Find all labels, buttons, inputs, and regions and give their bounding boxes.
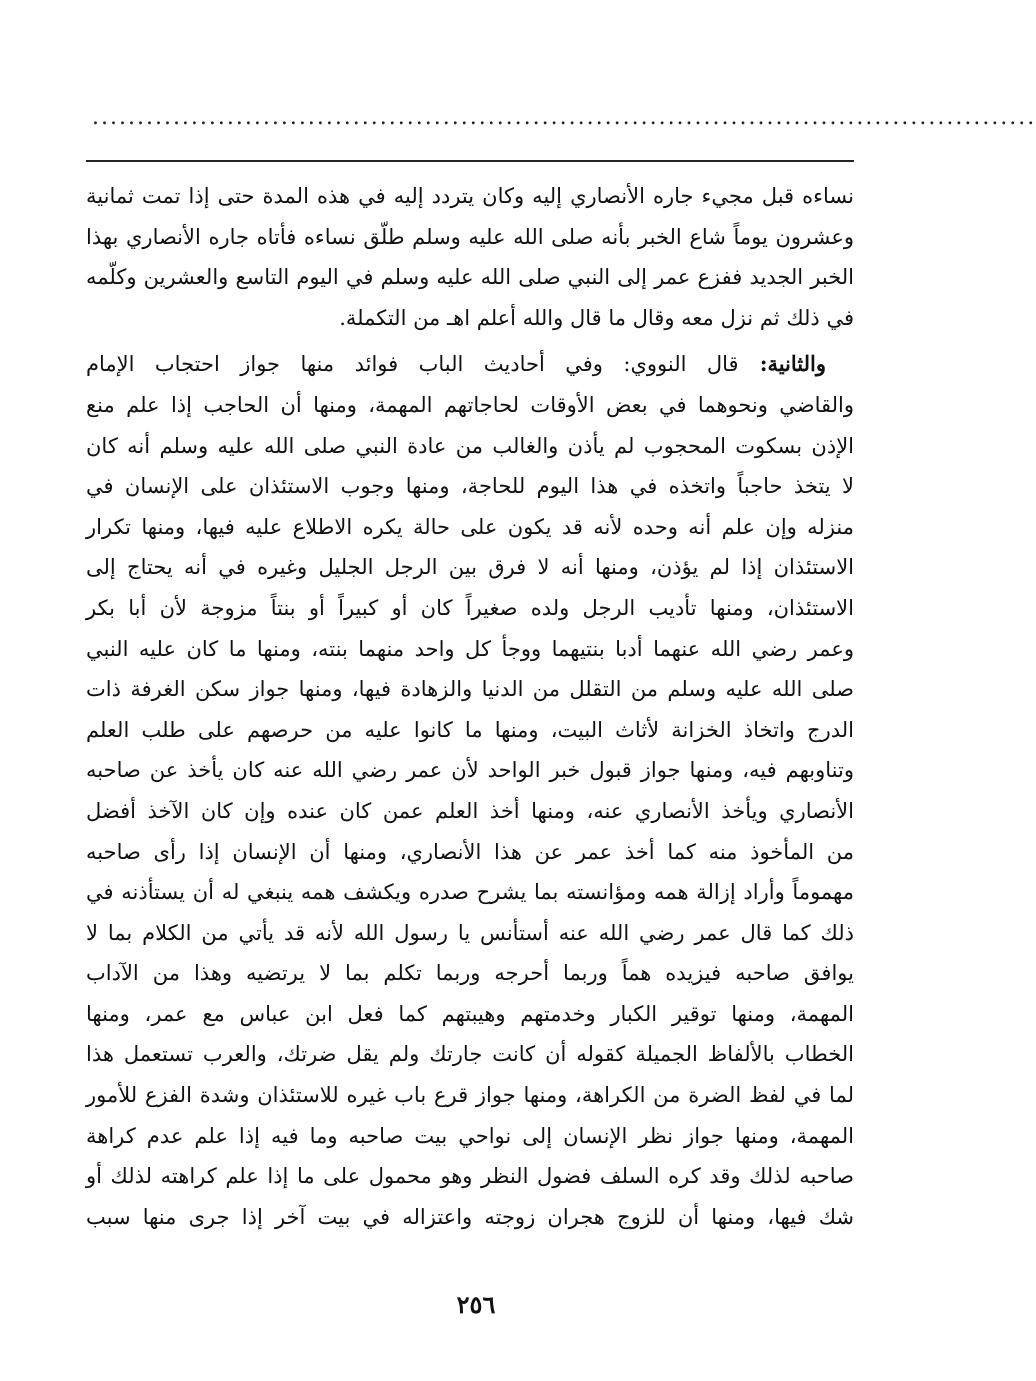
page-number: ٢٥٦ [456,1290,496,1319]
text-line: المهمة، ومنها توقير الكبار وخدمتهم وهيبتهم كما فعل ابن عباس مع عمر، ومنها [86,1001,854,1026]
text-line: والقاضي ونحوهما في بعض الأوقات لحاجاتهم المهمة، ومنها أن الحاجب إذا علم منع [86,392,854,417]
text-line: الدرج واتخاذ الخزانة لأثاث البيت، ومنها ما كانوا عليه من حرصهم على طلب العلم [86,717,854,742]
text-line: الأنصاري ويأخذ الأنصاري عنه، ومنها أخذ العلم عمن كان عنده وإن كان الآخذ أفضل [86,798,854,823]
paragraph-2 [86,344,854,1237]
paragraph-first-line: قال النووي: وفي أحاديث الباب فوائد منها جواز احتجاب الإمام [86,352,739,377]
text-line: الاستئذان إذا لم يؤذن، ومنها أنه لا فرق بين الرجل الجليل وغيره في أنه يحتاج إلى [86,555,854,580]
text-line: في ذلك ثم نزل معه وقال ما قال والله أعلم اهـ من التكملة. [339,305,854,330]
text-line: شك فيها، ومنها أن للزوج هجران زوجته واعتزاله في بيت آخر إذا جرى منها سبب [86,1204,854,1229]
text-line: وعمر رضي الله عنهما أدبا بنتيهما ووجأ كل واحد منهما بنته، ومنها ما كان عليه النبي [86,636,854,661]
text-line: يوافق صاحبه فيزيده هماً وربما أحرجه وربما تكلم بما لا يرتضيه وهذا من الآداب [86,961,854,986]
text-line: الاستئذان، ومنها تأديب الرجل ولده صغيراً كان أو كبيراً أو بنتاً مزوجة لأن أبا بكر [86,595,854,620]
text-line: ذلك كما قال عمر رضي الله عنه أستأنس يا رسول الله لأنه قد يأتي من الكلام بما لا [86,920,854,945]
page-body [86,176,854,1237]
header-rule [86,160,854,162]
text-line: نساءه قبل مجيء جاره الأنصاري إليه وكان يتردد إليه في هذه المدة حتى إذا تمت ثمانية [86,184,854,208]
text-line: الخطاب بالألفاظ الجميلة كقوله أن كانت جارتك ولم يقل ضرتك، والعرب تستعمل هذا [86,1042,854,1067]
text-line: منزله وإن علم أنه وحده لأنه قد يكون على حالة يكره الاطلاع عليه فيها، ومنها تكرار [86,514,854,539]
paragraph-1 [86,176,854,338]
text-line [86,344,854,385]
text-line: وتناوبهم فيه، ومنها جواز قبول خبر الواحد لأن عمر رضي الله عنه كان يأخذ عن صاحبه [86,758,854,783]
text-line: لا يتخذ حاجباً واتخذه في هذا اليوم للحاجة، ومنها وجوب الاستئذان على الإنسان في [86,474,854,499]
text-line: الخبر الجديد ففزع عمر إلى النبي صلى الله عليه وسلم في اليوم التاسع والعشرين وكلّمه [86,265,854,290]
text-line: لما في لفظ الضرة من الكراهة، ومنها جواز قرع باب غيره للاستئذان وشدة الفزع للأمور [86,1083,854,1108]
text-line: وعشرون يوماً شاع الخبر بأنه صلى الله عليه وسلم طلّق نساءه فأتاه جاره الأنصاري بهذا [86,224,854,249]
text-line: من المأخوذ منه كما أخذ عمر عن هذا الأنصاري، ومنها أن الإنسان إذا رأى صاحبه [86,839,854,864]
text-line: مهموماً وأراد إزالة همه ومؤانسته بما يشرح صدره ويكشف همه ينبغي له أن يستأذنه في [86,880,854,905]
text-line: المهمة، ومنها جواز نظر الإنسان إلى نواحي بيت صاحبه وما فيه إذا علم عدم كراهة [86,1123,854,1148]
text-line: صلى الله عليه وسلم من التقلل من الدنيا والزهادة فيها، ومنها جواز سكن الغرفة ذات [86,677,854,702]
text-line: الإذن بسكوت المحجوب لم يأذن والغالب من عادة النبي صلى الله عليه وسلم أنه كان [86,433,854,458]
text-line: صاحبه لذلك وقد كره السلف فضول النظر وهو محمول على ما إذا علم كراهته لذلك أو [86,1164,854,1189]
paragraph-lead: والثانية: [738,351,826,377]
dotted-leader: ......................................................................................................... [92,105,1036,130]
